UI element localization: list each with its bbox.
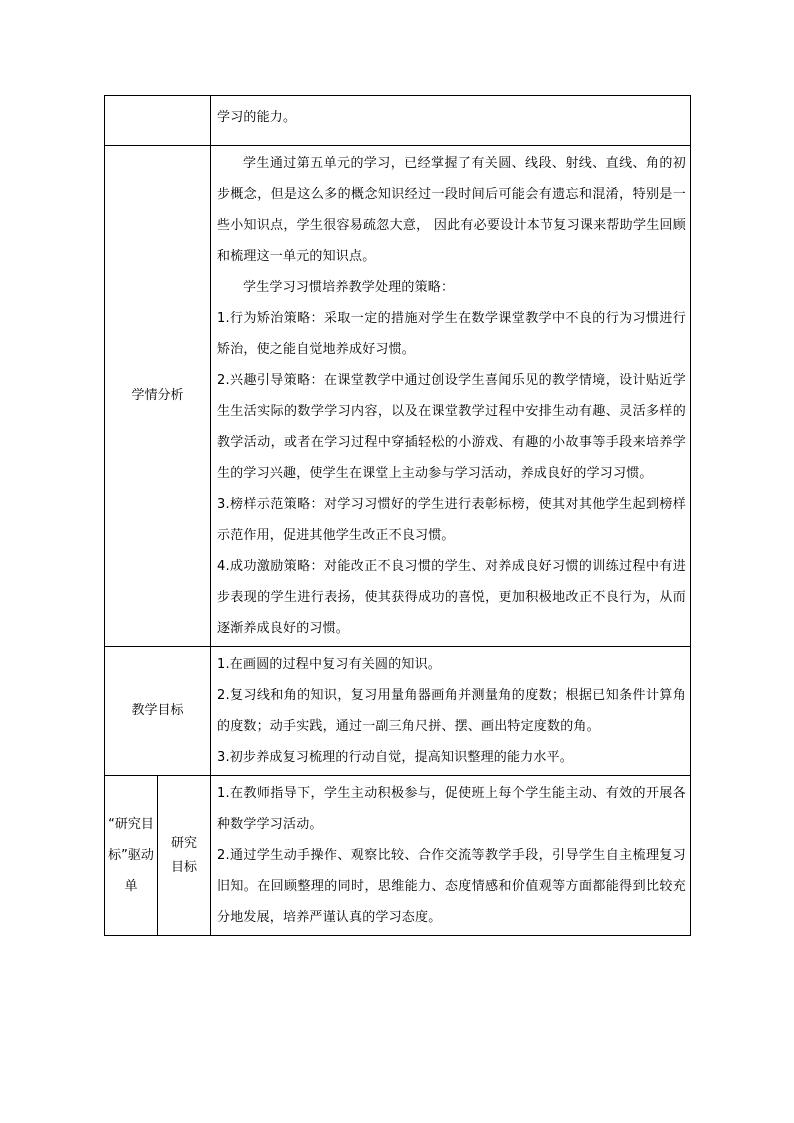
analysis-label: 学情分析 <box>105 146 211 647</box>
strategy-item: 3.榜样示范策略：对学习习惯好的学生进行表彰标榜，使其对其他学生起到榜样示范作用，促进其他学生改正不良习惯。 <box>217 497 686 543</box>
strategy-item: 1.行为矫治策略：采取一定的措施对学生在数学课堂教学中不良的行为习惯进行矫治，使之能自觉地养成好习惯。 <box>217 311 686 357</box>
goal-item: 3.初步养成复习梳理的行动自觉，提高知识整理的能力水平。 <box>217 750 574 765</box>
strategy-heading: 学生学习习惯培养教学处理的策略： <box>243 280 455 295</box>
analysis-row <box>105 146 691 647</box>
goal-item: 1.在画圆的过程中复习有关圆的知识。 <box>217 657 442 672</box>
teaching-goals-row <box>105 647 691 776</box>
continuation-row <box>105 96 691 146</box>
teaching-goals-content <box>211 647 691 776</box>
research-outer-label: “研究目标”驱动单 <box>105 776 158 936</box>
research-inner-label: 研究目标 <box>158 776 211 936</box>
research-row <box>105 776 691 936</box>
research-content <box>211 776 691 936</box>
teaching-goals-label: 教学目标 <box>105 647 211 776</box>
continuation-text: 学习的能力。 <box>217 110 297 125</box>
research-item: 1.在教师指导下，学生主动积极参与，促使班上每个学生能主动、有效的开展各种数学学习活动。 <box>217 786 686 832</box>
analysis-intro: 学生通过第五单元的学习，已经掌握了有关圆、线段、射线、直线、角的初步概念，但是这么多的概念知识经过一段时间后可能会有遗忘和混淆，特别是一些小知识点，学生很容易疏忽大意， 因此有必要设计本节复习课来帮助学生回顾和梳理这一单元的知识点。 <box>217 156 686 264</box>
strategy-item: 4.成功激励策略：对能改正不良习惯的学生、对养成良好习惯的训练过程中有进步表现的学生进行表扬，使其获得成功的喜悦，更加积极地改正不良行为，从而逐渐养成良好的习惯。 <box>217 559 686 636</box>
strategy-item: 2.兴趣引导策略：在课堂教学中通过创设学生喜闻乐见的教学情境，设计贴近学生生活实际的数学学习内容，以及在课堂教学过程中安排生动有趣、灵活多样的教学活动，或者在学习过程中穿插轻松的小游戏、有趣的小故事等手段来培养学生的学习兴趣，使学生在课堂上主动参与学习活动，养成良好的学习习惯。 <box>217 373 686 481</box>
goal-item: 2.复习线和角的知识，复习用量角器画角并测量角的度数；根据已知条件计算角的度数；动手实践，通过一副三角尺拼、摆、画出特定度数的角。 <box>217 688 686 734</box>
continuation-cell <box>211 96 691 146</box>
analysis-content <box>211 146 691 647</box>
empty-label-cell <box>105 96 211 146</box>
research-item: 2.通过学生动手操作、观察比较、合作交流等教学手段，引导学生自主梳理复习旧知。在回顾整理的同时，思维能力、态度情感和价值观等方面都能得到比较充分地发展，培养严谨认真的学习态度。 <box>217 848 686 925</box>
lesson-plan-table <box>104 95 691 936</box>
